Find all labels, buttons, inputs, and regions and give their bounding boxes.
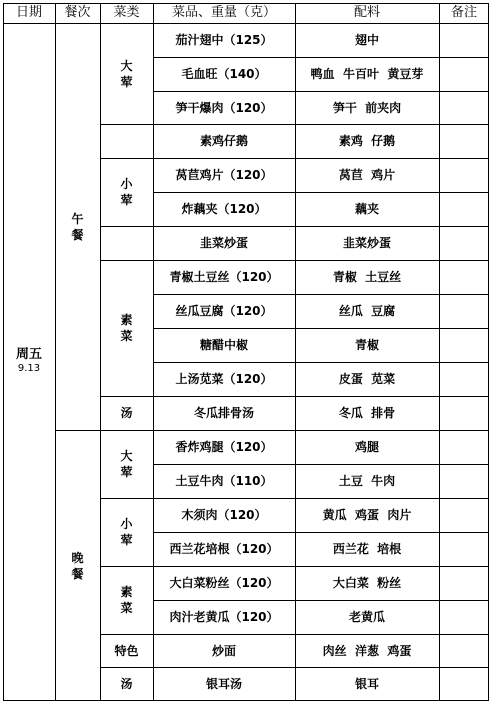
dish-name: 茄汁翅中（125） xyxy=(175,33,273,47)
ingredients: 丝瓜 豆腐 xyxy=(338,304,396,318)
grid-line-h xyxy=(153,158,489,159)
ingredients: 肉丝 洋葱 鸡蛋 xyxy=(322,643,412,658)
remarks-cell xyxy=(439,23,489,57)
ingredients: 鸡腿 xyxy=(354,440,379,454)
dish-name: 冬瓜排骨汤 xyxy=(193,406,254,420)
grid-line-h xyxy=(100,566,153,567)
category-dinner-soup: 汤 xyxy=(120,677,133,691)
remarks-cell xyxy=(439,226,489,260)
dish-name: 银耳汤 xyxy=(205,677,242,691)
header-divider xyxy=(3,23,489,24)
ingredients: 银耳 xyxy=(354,677,379,691)
remarks-cell xyxy=(439,464,489,498)
ingredients: 大白菜 粉丝 xyxy=(332,576,402,590)
dish-name: 莴苣鸡片（120） xyxy=(175,168,273,182)
remarks-cell xyxy=(439,498,489,532)
dish-name: 木须肉（120） xyxy=(181,508,267,522)
ingredients: 皮蛋 苋菜 xyxy=(338,372,396,386)
grid-line-h xyxy=(153,57,489,58)
border-right xyxy=(488,3,489,701)
grid-line-h xyxy=(100,226,153,227)
grid-line-v xyxy=(153,3,154,701)
ingredients: 素鸡 仔鹅 xyxy=(338,134,396,148)
dish-name: 丝瓜豆腐（120） xyxy=(175,304,273,318)
grid-line-v xyxy=(295,3,296,701)
grid-line-h xyxy=(153,328,489,329)
ingredients: 西兰花 培根 xyxy=(332,542,402,556)
remarks-cell xyxy=(439,667,489,701)
grid-line-h xyxy=(153,91,489,92)
ingredients: 老黄瓜 xyxy=(348,610,385,624)
ingredients: 莴苣 鸡片 xyxy=(338,168,396,182)
dish-name: 糖醋中椒 xyxy=(199,338,248,352)
meal-lunch: 午 餐 xyxy=(71,211,84,242)
dish-name: 笋干爆肉（120） xyxy=(175,100,273,115)
remarks-cell xyxy=(439,532,489,566)
grid-line-h xyxy=(153,498,489,499)
category-lunch-small-meat: 小 荤 xyxy=(120,177,133,207)
border-left xyxy=(3,3,4,701)
menu-table xyxy=(3,3,489,701)
ingredients: 青椒 土豆丝 xyxy=(332,270,402,284)
grid-line-h xyxy=(153,226,489,227)
dish-name: 上汤苋菜（120） xyxy=(175,372,273,386)
remarks-cell xyxy=(439,566,489,600)
ingredients: 冬瓜 排骨 xyxy=(338,406,396,420)
remarks-cell xyxy=(439,158,489,192)
grid-line-h xyxy=(153,600,489,601)
date-number: 9.13 xyxy=(17,363,41,374)
remarks-cell xyxy=(439,328,489,362)
remarks-cell xyxy=(439,192,489,226)
category-lunch-blank-2 xyxy=(100,226,153,260)
grid-line-h xyxy=(153,667,489,668)
grid-line-h xyxy=(153,260,489,261)
ingredients: 韭菜炒蛋 xyxy=(342,236,391,250)
category-lunch-veg: 素 菜 xyxy=(120,313,133,343)
ingredients: 土豆 牛肉 xyxy=(338,474,396,488)
category-dinner-special: 特色 xyxy=(114,643,139,658)
category-dinner-veg: 素 菜 xyxy=(120,585,133,615)
header-ingredients: 配料 xyxy=(353,5,380,20)
category-dinner-big-meat: 大 荤 xyxy=(120,449,133,479)
remarks-cell xyxy=(439,396,489,430)
weekday: 周五 xyxy=(15,347,42,362)
grid-line-h xyxy=(153,634,489,635)
header-remarks: 备注 xyxy=(450,5,477,20)
category-lunch-blank xyxy=(100,124,153,158)
remarks-cell xyxy=(439,57,489,91)
dish-name: 素鸡仔鹅 xyxy=(199,134,248,148)
remarks-cell xyxy=(439,294,489,328)
border-top xyxy=(3,3,489,4)
header-meal: 餐次 xyxy=(64,5,91,20)
grid-line-v xyxy=(55,3,56,701)
ingredients: 青椒 xyxy=(354,338,379,352)
grid-line-h xyxy=(100,260,153,261)
grid-line-v xyxy=(100,3,101,701)
remarks-cell xyxy=(439,362,489,396)
grid-line-h xyxy=(153,532,489,533)
dish-name: 韭菜炒蛋 xyxy=(199,236,248,250)
grid-line-h xyxy=(100,396,153,397)
grid-line-h xyxy=(153,396,489,397)
grid-line-h xyxy=(100,498,153,499)
dish-name: 香炸鸡腿（120） xyxy=(175,440,273,454)
dish-name: 大白菜粉丝（120） xyxy=(169,576,279,590)
remarks-cell xyxy=(439,600,489,634)
grid-line-h xyxy=(100,430,153,431)
category-dinner-small-meat: 小 荤 xyxy=(120,517,133,547)
header-dish: 菜品、重量（克） xyxy=(171,5,276,20)
ingredients: 笋干 前夹肉 xyxy=(332,100,402,115)
grid-line-h xyxy=(100,158,153,159)
meal-divider xyxy=(55,430,100,431)
ingredients: 翅中 xyxy=(354,33,379,47)
border-bottom xyxy=(3,700,489,701)
category-lunch-big-meat: 大 荤 xyxy=(120,58,133,89)
dish-name: 土豆牛肉（110） xyxy=(175,474,273,488)
grid-line-h xyxy=(153,362,489,363)
remarks-cell xyxy=(439,124,489,158)
date-cell xyxy=(3,23,55,701)
grid-line-h xyxy=(100,634,153,635)
remarks-cell xyxy=(439,430,489,464)
dish-name: 毛血旺（140） xyxy=(181,67,267,81)
grid-line-h xyxy=(153,124,489,125)
category-lunch-soup: 汤 xyxy=(120,406,133,420)
dish-name: 炒面 xyxy=(211,643,236,658)
grid-line-h xyxy=(100,124,153,125)
grid-line-h xyxy=(153,464,489,465)
grid-line-h xyxy=(153,192,489,193)
dish-name: 西兰花培根（120） xyxy=(169,542,279,556)
grid-line-h xyxy=(153,566,489,567)
ingredients: 黄瓜 鸡蛋 肉片 xyxy=(322,508,412,522)
meal-dinner: 晚 餐 xyxy=(71,550,84,581)
header-date: 日期 xyxy=(15,5,42,20)
ingredients: 藕夹 xyxy=(354,202,379,216)
grid-line-h xyxy=(153,294,489,295)
dish-name: 肉汁老黄瓜（120） xyxy=(169,610,279,624)
remarks-cell xyxy=(439,634,489,667)
grid-line-v xyxy=(439,3,440,701)
grid-line-h xyxy=(153,430,489,431)
remarks-cell xyxy=(439,91,489,124)
dish-name: 炸藕夹（120） xyxy=(181,202,267,216)
ingredients: 鸭血 牛百叶 黄豆芽 xyxy=(310,67,424,81)
dish-name: 青椒土豆丝（120） xyxy=(169,270,279,284)
header-category: 菜类 xyxy=(113,5,140,20)
grid-line-h xyxy=(100,667,153,668)
remarks-cell xyxy=(439,260,489,294)
